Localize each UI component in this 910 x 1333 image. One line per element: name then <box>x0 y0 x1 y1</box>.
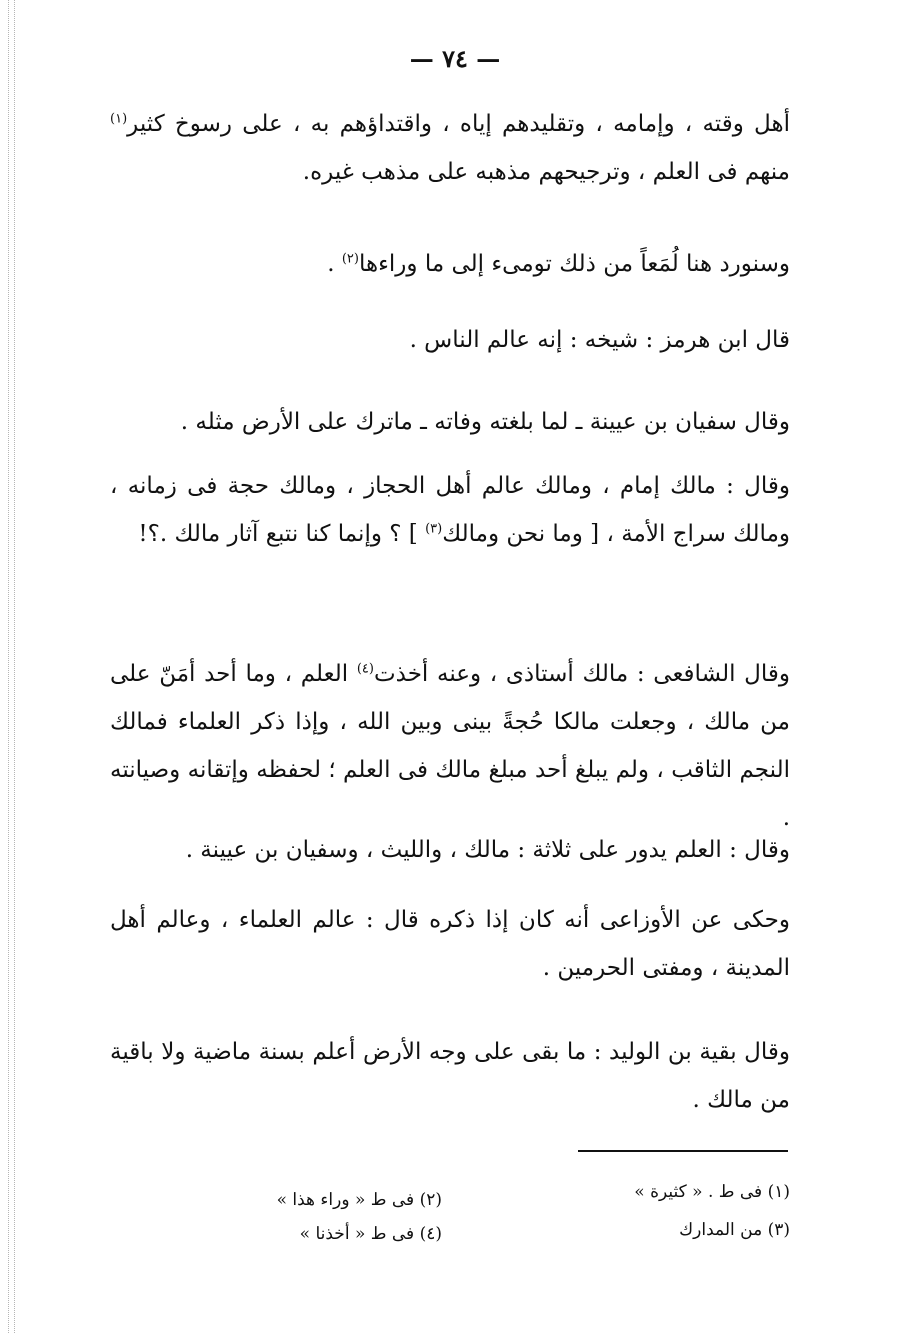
footnote-marker: (٣) <box>425 521 443 537</box>
paragraph-1 <box>110 100 790 196</box>
paragraph-text: وحكى عن الأوزاعى أنه كان إذا ذكره قال : عالم العلماء ، وعالم أهل المدينة ، ومفتى الحرمين . <box>110 907 790 981</box>
paragraph-4 <box>110 398 790 446</box>
paragraph-7 <box>110 826 790 874</box>
paragraph-text: منهم فى العلم ، وترجيحهم مذهبه على مذهب غيره. <box>302 159 790 185</box>
paragraph-text: العلم ، وما أحد أمَنّ على من مالك ، وجعلت مالكا حُجةً بينى وبين الله ، وإذا ذكر العلماء فمالك النجم الثاقب ، ولم يبلغ أحد مبلغ مالك فى العلم ؛ لحفظه وإتقانه وصيانته . <box>110 661 790 831</box>
paragraph-text: وقال الشافعى : مالك أستاذى ، وعنه أخذت <box>373 661 790 687</box>
footnote-1: (١) فى ط . « كثيرة » <box>634 1182 790 1202</box>
paragraph-2 <box>110 240 790 288</box>
paragraph-text: . <box>327 251 342 277</box>
paragraph-5 <box>110 462 790 558</box>
paragraph-text: أهل وقته ، وإمامه ، وتقليدهم إياه ، واقتداؤهم به ، على رسوخ كثير <box>127 111 790 137</box>
paragraph-8 <box>110 896 790 992</box>
footnote-marker: (١) <box>110 111 128 127</box>
footnote-marker: (٤) <box>356 661 374 677</box>
paragraph-6 <box>110 650 790 842</box>
page-number: — ٧٤ — <box>409 44 501 73</box>
footnote-4: (٤) فى ط « أخذنا » <box>299 1224 442 1244</box>
footnote-2: (٢) فى ط « وراء هذا » <box>276 1190 442 1210</box>
paragraph-text: وسنورد هنا لُمَعاً من ذلك تومىء إلى ما وراءها <box>358 251 790 277</box>
footnote-3: (٣) من المدارك <box>679 1220 790 1240</box>
paragraph-3 <box>110 316 790 364</box>
paragraph-text: وقال : العلم يدور على ثلاثة : مالك ، والليث ، وسفيان بن عيينة . <box>185 837 790 863</box>
paragraph-text: وقال سفيان بن عيينة ـ لما بلغته وفاته ـ ماترك على الأرض مثله . <box>180 409 790 435</box>
footnote-marker: (٢) <box>341 251 359 267</box>
paragraph-9 <box>110 1028 790 1124</box>
paragraph-text: وقال بقية بن الوليد : ما بقى على وجه الأرض أعلم بسنة ماضية ولا باقية من مالك . <box>110 1039 790 1113</box>
scan-edge-line <box>8 0 9 1333</box>
scan-edge-line <box>14 0 15 1333</box>
paragraph-text: ] ؟ وإنما كنا نتبع آثار مالك .؟! <box>138 521 426 547</box>
paragraph-text: قال ابن هرمز : شيخه : إنه عالم الناس . <box>409 327 790 353</box>
paragraph-text: وقال : مالك إمام ، ومالك عالم أهل الحجاز ، ومالك حجة فى زمانه ، ومالك سراج الأمة ، [ وما نحن ومالك <box>110 473 790 547</box>
footnote-divider <box>578 1150 788 1152</box>
